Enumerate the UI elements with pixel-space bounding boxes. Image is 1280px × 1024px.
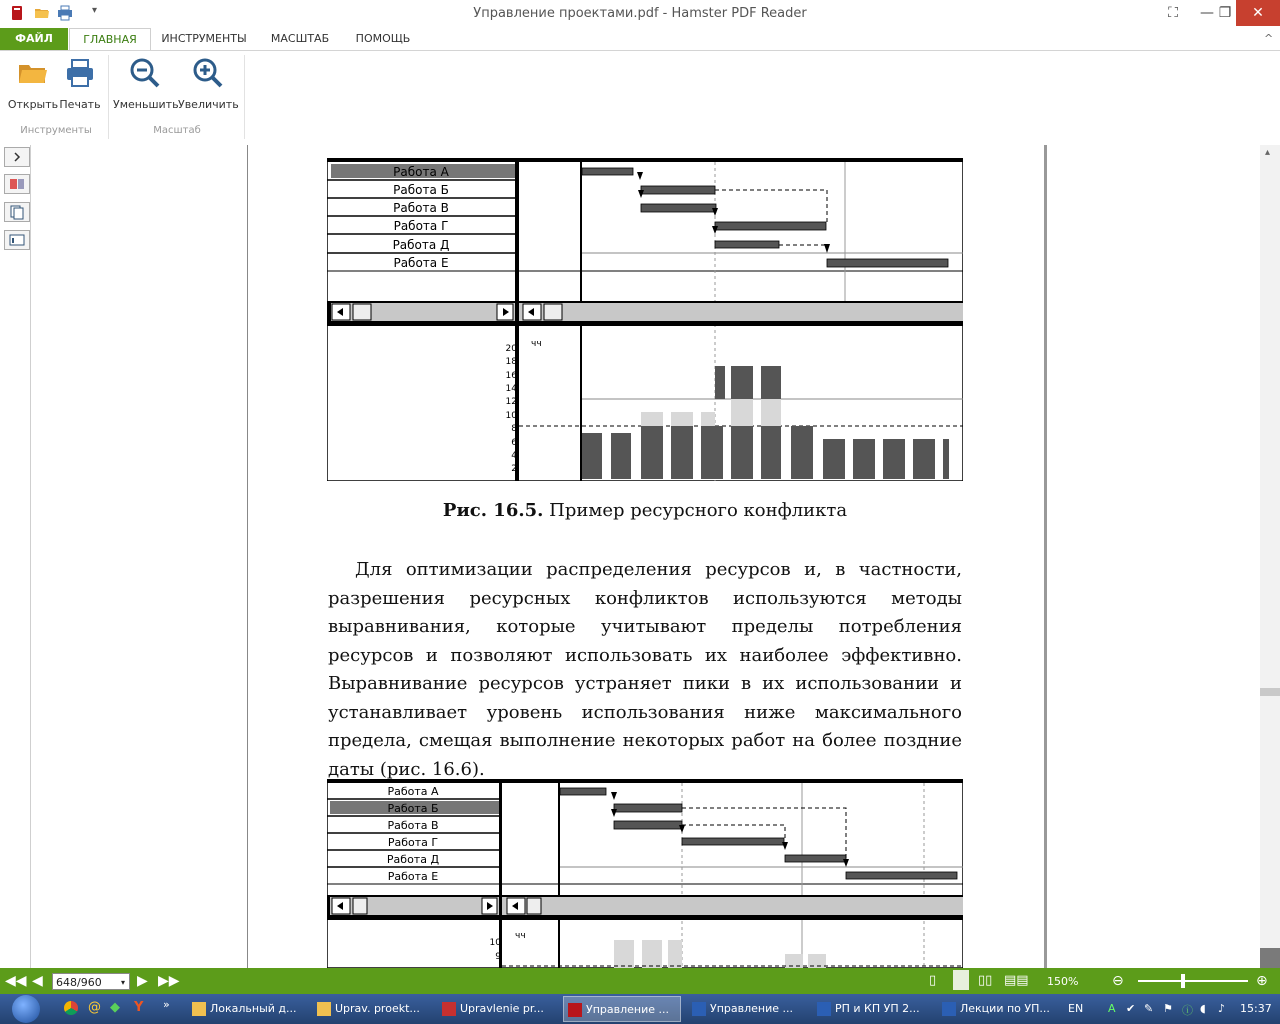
fig2-ytick: 9: [495, 952, 501, 962]
thumbnails-panel-button[interactable]: [4, 202, 30, 222]
fig2-task-label: Работа А: [387, 785, 439, 798]
folder-icon: [192, 1002, 206, 1016]
zoom-out-icon: [129, 57, 161, 89]
maximize-button[interactable]: ❐: [1218, 5, 1232, 21]
start-button[interactable]: [12, 995, 40, 1023]
taskbar-item[interactable]: Uprav. proekt...: [313, 996, 431, 1022]
group-separator: [244, 55, 245, 139]
fig1-task-label: Работа Б: [393, 183, 449, 197]
side-panel: [0, 145, 31, 968]
fig1-task-label: Работа Е: [393, 256, 449, 270]
figure-resource-leveling: [327, 779, 963, 968]
tab-file[interactable]: ФАЙЛ: [0, 28, 68, 50]
tray-check-icon[interactable]: ✔: [1126, 1002, 1136, 1015]
open-label: Открыть: [7, 98, 59, 111]
facing-view-icon[interactable]: ▯▯: [978, 973, 993, 988]
scrollbar-thumb[interactable]: [1260, 688, 1280, 696]
annotations-panel-button[interactable]: [4, 230, 30, 250]
fig1-ytick: 4: [511, 451, 517, 461]
fig2-task-label: Работа Е: [387, 870, 439, 883]
zoom-level: 150%: [1047, 975, 1079, 988]
zoom-slider[interactable]: [1138, 980, 1248, 982]
tab-help[interactable]: ПОМОЩЬ: [355, 32, 411, 45]
tray-pen-icon[interactable]: ✎: [1144, 1002, 1154, 1015]
group-tools-label: Инструменты: [20, 125, 92, 136]
fig1-ytick: 20: [505, 344, 517, 354]
clock[interactable]: 15:37: [1240, 1002, 1272, 1015]
fig1-ytick: 18: [505, 357, 517, 367]
fig1-ytick: 16: [505, 371, 517, 381]
page-number-field[interactable]: [52, 973, 130, 990]
pages-icon: [5, 203, 29, 221]
zoom-in-label: Увеличить: [178, 98, 239, 111]
page-number-value: 648/960: [56, 976, 102, 989]
speaker-icon[interactable]: ◖: [1200, 1002, 1206, 1015]
last-page-icon[interactable]: ▶▶: [158, 973, 180, 989]
fig1-ytick: 12: [505, 397, 517, 407]
fullscreen-button[interactable]: ⛶: [1168, 5, 1178, 21]
first-page-icon[interactable]: ◀◀: [5, 973, 27, 989]
fig2-task-label: Работа Г: [387, 836, 439, 849]
fig1-ytick: 10: [505, 411, 517, 421]
tab-home[interactable]: ГЛАВНАЯ: [69, 28, 151, 51]
fig2-task-label: Работа В: [387, 819, 439, 832]
ribbon: [0, 50, 1280, 146]
folder-icon: [17, 57, 49, 89]
document-icon: [442, 1002, 456, 1016]
word-icon: [817, 1002, 831, 1016]
flag-icon[interactable]: ⚑: [1163, 1002, 1173, 1015]
mail-icon[interactable]: @: [88, 1000, 101, 1015]
expand-panel-button[interactable]: [4, 147, 30, 167]
volume-icon[interactable]: ♪: [1218, 1002, 1226, 1015]
word-icon: [942, 1002, 956, 1016]
fig1-task-label: Работа Д: [392, 238, 450, 252]
taskbar: [0, 994, 1280, 1024]
taskbar-item[interactable]: Локальный д...: [188, 996, 306, 1022]
overflow-icon[interactable]: »: [163, 998, 170, 1011]
figure-caption: [328, 500, 962, 521]
zoom-out-small-icon[interactable]: ⊖: [1112, 973, 1124, 989]
fig2-task-label: Работа Д: [386, 853, 440, 866]
printer-icon: [64, 57, 96, 89]
minimize-button[interactable]: —: [1200, 5, 1214, 21]
taskbar-item[interactable]: Лекции по УП...: [938, 996, 1056, 1022]
caption-number: Рис. 16.5.: [442, 500, 544, 521]
print-button[interactable]: [58, 57, 102, 111]
taskbar-item-active[interactable]: Управление ...: [563, 996, 681, 1022]
body-paragraph: Для оптимизации распределения ресурсов и, в частности, разрешения ресурсных конфликтов используются методы выравнивания, которые учитывают пределы потребления ресурсов и позволяют использовать их наиболее эффективно. Выравнивание ресурсов устраняет пики в их использовании и устанавливает уровень использования ниже максимального предела, смещая выполнение некоторых работ на более поздние даты (рис. 16.6).: [328, 559, 962, 780]
taskbar-item[interactable]: Управление ...: [688, 996, 806, 1022]
tab-zoom[interactable]: МАСШТАБ: [270, 32, 330, 45]
bookmarks-panel-button[interactable]: [4, 174, 30, 194]
scroll-corner: [1260, 948, 1280, 968]
fig1-unit-label: чч: [531, 339, 542, 349]
group-zoom-label: Масштаб: [153, 125, 201, 136]
yandex-browser-icon[interactable]: Y: [134, 1000, 144, 1015]
next-page-icon[interactable]: ▶: [137, 973, 148, 989]
utility-icon[interactable]: ◆: [110, 1000, 120, 1015]
text-panel-icon: [5, 231, 29, 249]
fig1-task-label: Работа Г: [393, 219, 449, 233]
taskbar-item[interactable]: РП и КП УП 2...: [813, 996, 931, 1022]
tab-tools[interactable]: ИНСТРУМЕНТЫ: [161, 32, 247, 45]
fig2-ytick: 10: [489, 938, 501, 948]
tray-app-icon[interactable]: A: [1108, 1002, 1116, 1015]
figure-resource-conflict: [327, 158, 963, 481]
fig1-ytick: 6: [511, 438, 517, 448]
single-page-view-icon[interactable]: ▯: [929, 973, 937, 988]
chevron-right-icon: [5, 148, 29, 166]
open-button[interactable]: [6, 57, 60, 111]
chrome-icon[interactable]: [64, 1001, 78, 1015]
caption-text: Пример ресурсного конфликта: [543, 500, 848, 521]
taskbar-item[interactable]: Upravlenie pr...: [438, 996, 556, 1022]
quick-access-dropdown-icon[interactable]: ▾: [92, 5, 98, 16]
group-separator: [108, 55, 109, 139]
status-bar: [0, 968, 1280, 994]
fig2-task-label: Работа Б: [387, 802, 439, 815]
vertical-scrollbar[interactable]: [1260, 145, 1280, 968]
fig1-task-label: Работа В: [393, 201, 449, 215]
previous-page-icon[interactable]: ◀: [32, 973, 43, 989]
hamster-pdf-icon: [568, 1003, 582, 1017]
zoom-in-icon: [192, 57, 224, 89]
info-icon[interactable]: ⓘ: [1182, 1004, 1193, 1017]
print-label: Печать: [59, 98, 101, 111]
title-bar: [0, 0, 1280, 28]
zoom-out-button[interactable]: [113, 57, 177, 111]
zoom-out-label: Уменьшить: [113, 98, 179, 111]
window-title: Управление проектами.pdf - Hamster PDF Reader: [473, 6, 807, 21]
zoom-in-small-icon[interactable]: ⊕: [1256, 973, 1268, 989]
close-button[interactable]: ✕: [1236, 0, 1280, 26]
fig1-ytick: 2: [511, 464, 517, 474]
fig1-task-label: Работа А: [393, 165, 449, 179]
bookmarks-icon: [5, 175, 29, 193]
folder-icon: [317, 1002, 331, 1016]
ribbon-tabs: [0, 28, 1280, 50]
zoom-slider-thumb[interactable]: [1181, 974, 1185, 988]
fig2-unit-label: чч: [515, 931, 526, 941]
continuous-facing-view-icon[interactable]: ▤▤: [1004, 973, 1029, 988]
page-dropdown-icon[interactable]: ▾: [120, 978, 125, 987]
zoom-in-button[interactable]: [178, 57, 238, 111]
fig1-ytick: 14: [505, 384, 517, 394]
collapse-ribbon-icon[interactable]: ^: [1264, 32, 1274, 45]
scroll-up-icon[interactable]: ▴: [1265, 147, 1271, 158]
word-icon: [692, 1002, 706, 1016]
fig1-ytick: 8: [511, 424, 517, 434]
language-indicator[interactable]: EN: [1068, 1002, 1084, 1015]
continuous-view-icon[interactable]: [953, 970, 969, 990]
